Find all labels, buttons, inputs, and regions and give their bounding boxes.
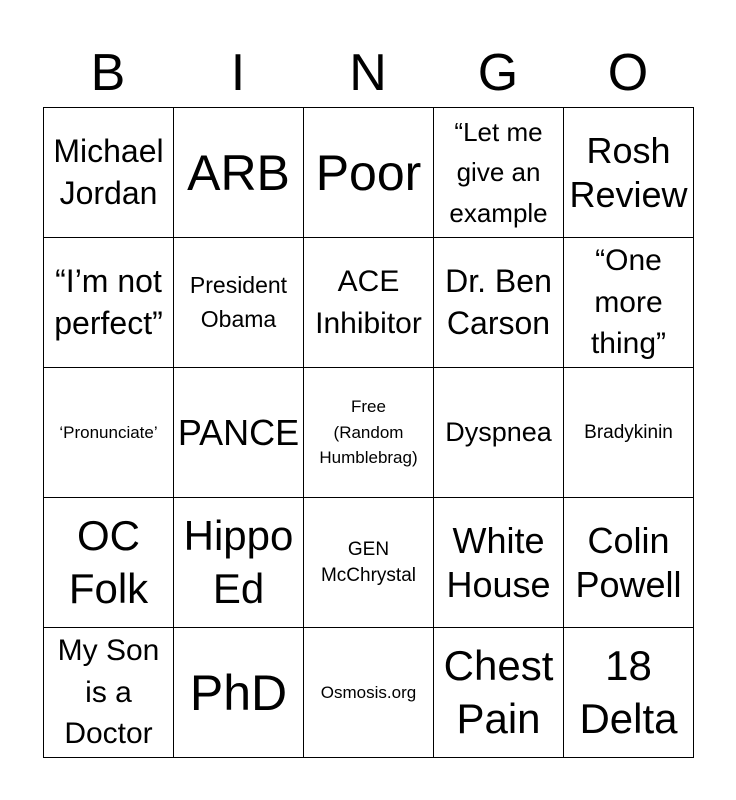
bingo-cell-r4-c5[interactable]	[564, 498, 694, 628]
cell-text: OC Folk	[68, 512, 149, 612]
cell-text: Bradykinin	[584, 421, 673, 443]
header-letter-b: B	[90, 44, 126, 102]
header-letter-o: O	[607, 44, 649, 102]
cell-text: Colin Powell	[575, 519, 682, 605]
cell-text: 18 Delta	[579, 642, 678, 742]
bingo-header	[43, 40, 693, 106]
cell-text: Rosh Review	[569, 129, 688, 215]
header-letter-g: G	[477, 44, 519, 102]
bingo-cell-r1-c4[interactable]	[434, 108, 564, 238]
bingo-cell-r1-c1[interactable]	[44, 108, 174, 238]
cell-text: Osmosis.org	[320, 682, 417, 702]
cell-text: “One more thing”	[590, 244, 667, 361]
bingo-cell-r3-c2[interactable]	[174, 368, 304, 498]
bingo-cell-r3-c3[interactable]	[304, 368, 434, 498]
bingo-cell-r3-c1[interactable]	[44, 368, 174, 498]
header-letter-n: N	[349, 44, 387, 102]
bingo-cell-r2-c2[interactable]	[174, 238, 304, 368]
cell-text: Michael Jordan	[53, 132, 164, 211]
cell-text: ARB	[187, 144, 290, 201]
cell-text: Poor	[315, 144, 422, 201]
bingo-cell-r1-c5[interactable]	[564, 108, 694, 238]
bingo-cell-r2-c1[interactable]	[44, 238, 174, 368]
bingo-cell-r4-c3[interactable]	[304, 498, 434, 628]
cell-text: ACE Inhibitor	[315, 265, 422, 340]
cell-text: Hippo Ed	[183, 512, 294, 612]
bingo-cell-r2-c3[interactable]	[304, 238, 434, 368]
cell-text: Chest Pain	[443, 642, 554, 742]
cell-text: My Son is a Doctor	[57, 634, 160, 751]
bingo-cell-r1-c2[interactable]	[174, 108, 304, 238]
bingo-cell-r5-c4[interactable]	[434, 628, 564, 758]
bingo-cell-r3-c5[interactable]	[564, 368, 694, 498]
cell-text: PANCE	[177, 411, 300, 453]
bingo-cell-r1-c3[interactable]	[304, 108, 434, 238]
bingo-cell-r5-c5[interactable]	[564, 628, 694, 758]
bingo-cell-r5-c2[interactable]	[174, 628, 304, 758]
cell-text: White House	[446, 519, 551, 605]
cell-text: GEN McChrystal	[320, 538, 416, 586]
bingo-cell-r3-c4[interactable]	[434, 368, 564, 498]
bingo-cell-r4-c1[interactable]	[44, 498, 174, 628]
cell-text: PhD	[189, 664, 288, 721]
cell-text: Dr. Ben Carson	[445, 262, 552, 341]
bingo-cell-r4-c2[interactable]	[174, 498, 304, 628]
cell-text: Free (Random Humblebrag)	[319, 397, 418, 468]
bingo-cell-r4-c4[interactable]	[434, 498, 564, 628]
bingo-cell-r5-c1[interactable]	[44, 628, 174, 758]
bingo-cell-r5-c3[interactable]	[304, 628, 434, 758]
bingo-cell-r2-c5[interactable]	[564, 238, 694, 368]
cell-text: “I’m not perfect”	[54, 262, 163, 341]
bingo-cell-r2-c4[interactable]	[434, 238, 564, 368]
header-letter-i: I	[230, 44, 246, 102]
bingo-board	[43, 107, 694, 758]
cell-text: Dyspnea	[445, 417, 552, 448]
cell-text: “Let me give an example	[449, 117, 548, 228]
cell-text: President Obama	[189, 272, 288, 332]
cell-text: ‘Pronunciate’	[59, 422, 158, 442]
